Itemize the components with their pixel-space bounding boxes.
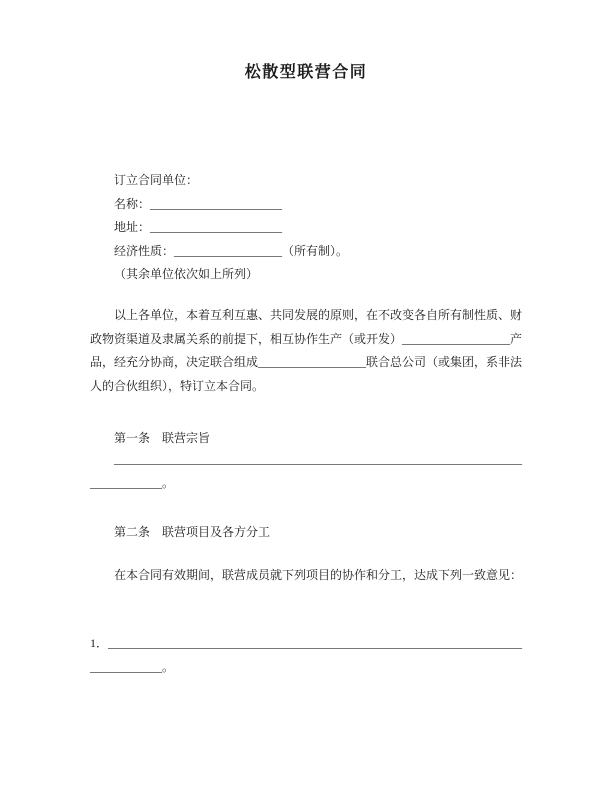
intro-paragraph: 以上各单位，本着互利互惠、共同发展的原则，在不改变各自所有制性质、财政物资渠道及隶属关系的前提下，相互协作生产（或开发）__________________产品，经充分协商，决定联合组成__________________联合总公司（或集团，系非法人的合伙组织），特订立本合同。 (90, 308, 523, 393)
parties-section (114, 169, 522, 287)
ownership-suffix: （所有制）。 (282, 243, 349, 258)
address-blank-line: ______________________ (150, 220, 283, 234)
name-blank-line: ______________________ (150, 196, 283, 211)
parties-heading: 订立合同单位： (114, 173, 199, 187)
address-field-label: 地址： (114, 220, 151, 234)
article2-heading: 第二条 联营项目及各方分工 (114, 525, 271, 539)
economic-nature-field-label: 经济性质： (114, 243, 175, 258)
document-title: 松散型联营合同 (244, 64, 368, 81)
party-field-name (114, 193, 522, 217)
item1-number: 1． (90, 636, 109, 650)
parties-note: （其余单位依次如上所列） (114, 267, 259, 281)
item1-blank-line: _________________________________________________________________________________。 (90, 636, 523, 674)
party-field-address (114, 216, 522, 240)
party-field-economic-nature (114, 240, 522, 264)
article1-heading: 第一条 联营宗旨 (114, 431, 211, 445)
article2-body: 在本合同有效期间，联营成员就下列项目的协作和分工，达成下列一致意见： (114, 568, 523, 582)
list-item-1 (90, 632, 522, 679)
economic-nature-blank-line: __________________ (174, 243, 283, 258)
name-field-label: 名称： (114, 196, 151, 211)
article1-blank-line: ________________________________________________________________________________。 (90, 452, 522, 490)
